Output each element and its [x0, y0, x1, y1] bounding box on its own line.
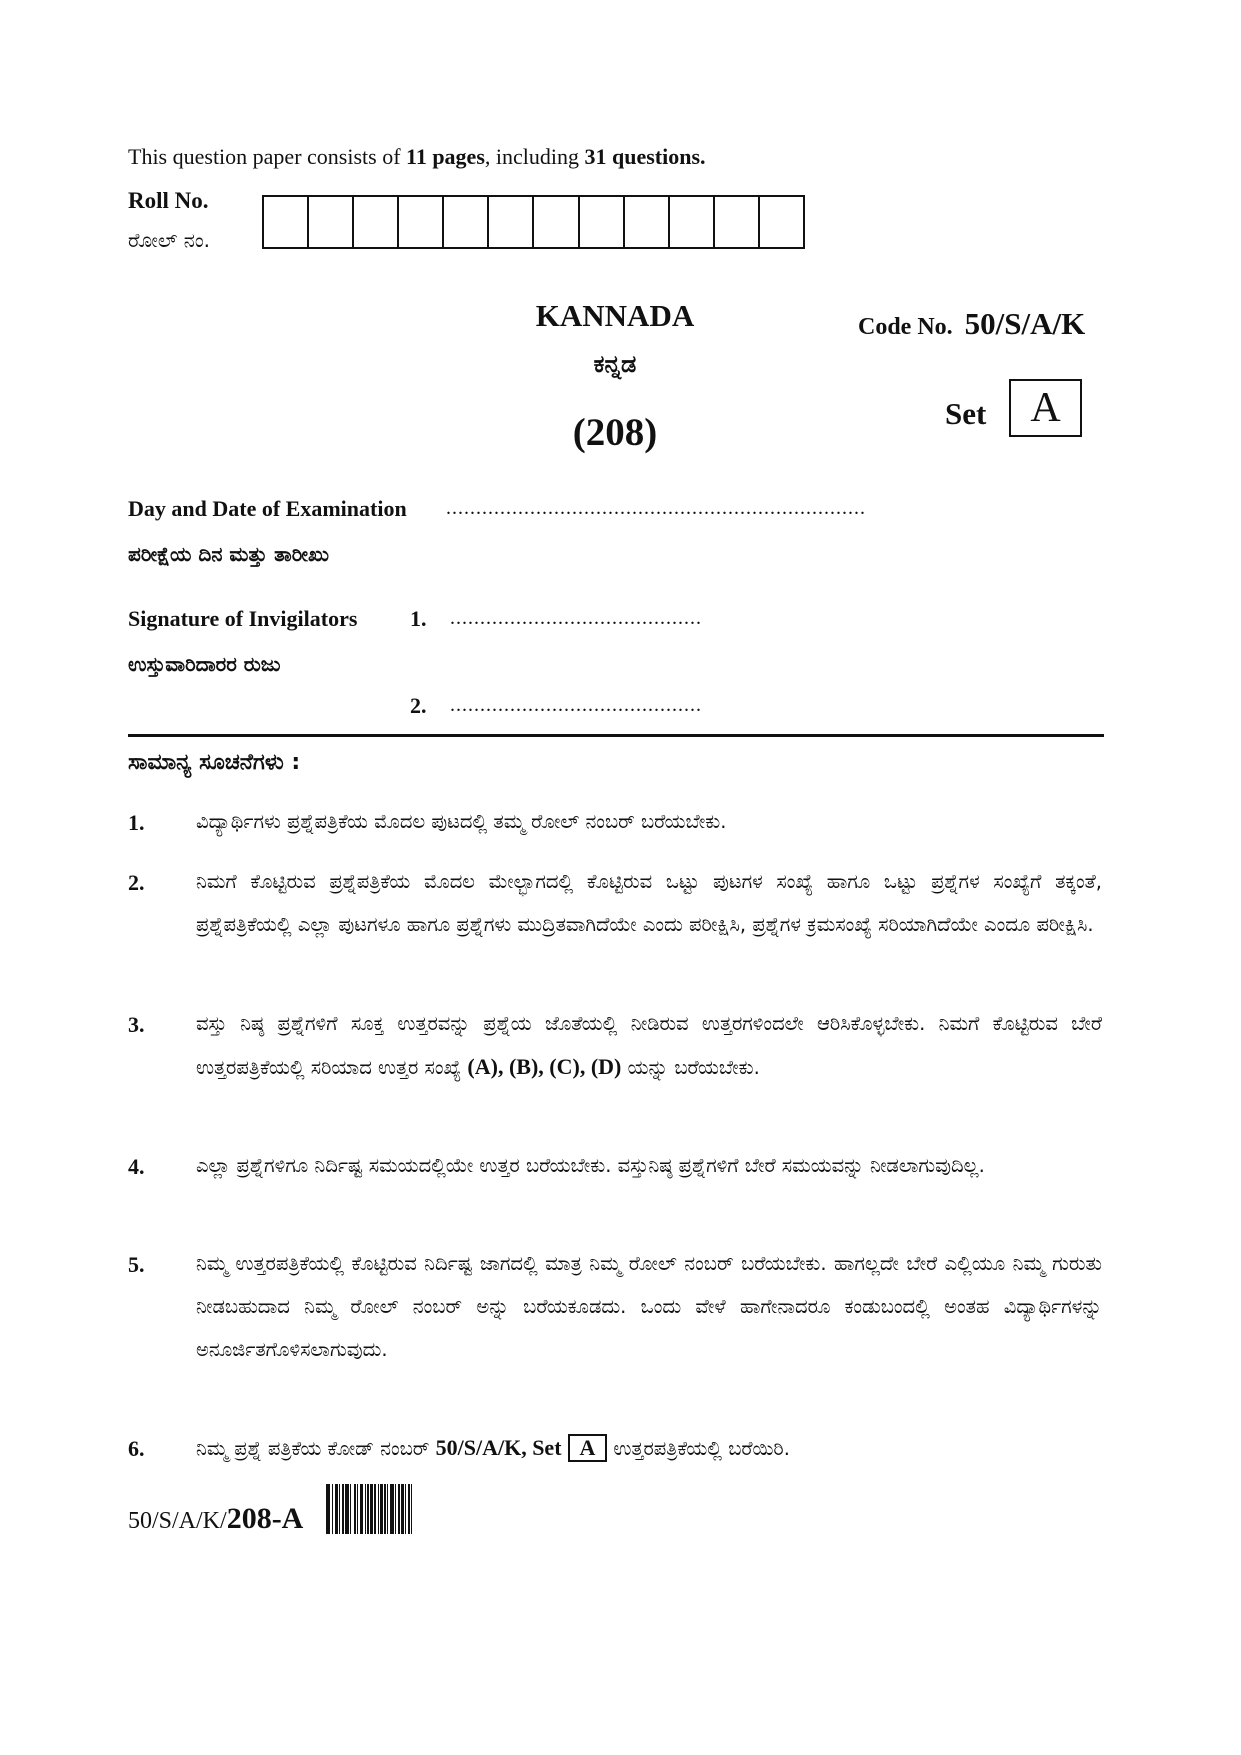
- question-count: 31 questions.: [584, 144, 706, 169]
- roll-number-digit-box[interactable]: [670, 197, 715, 247]
- instruction-number: 5.: [128, 1252, 145, 1277]
- instruction-text: ನಿಮ್ಮ ಉತ್ತರಪತ್ರಿಕೆಯಲ್ಲಿ ಕೊಟ್ಟಿರುವ ನಿರ್ದಿಷ್ಟ ಜಾಗದಲ್ಲಿ ಮಾತ್ರ ನಿಮ್ಮ ರೋಲ್ ನಂಬರ್ ಬರೆಯಬೇಕು. ಹಾಗಲ್ಲದೇ ಬೇರೆ ಎಲ್ಲಿಯೂ ನಿಮ್ಮ ಗುರುತು ನೀಡಬಹುದಾದ ನಿಮ್ಮ ರೋಲ್ ನಂಬರ್ ಅನ್ನು ಬರೆಯಕೂಡದು. ಒಂದು ವೇಳೆ ಹಾಗೇನಾದರೂ ಕಂಡುಬಂದಲ್ಲಿ ಅಂತಹ ವಿದ್ಯಾರ್ಥಿಗಳನ್ನು ಅನೂರ್ಜಿತಗೊಳಿಸಲಾಗುವುದು.: [196, 1252, 1102, 1361]
- barcode: [326, 1484, 416, 1534]
- instruction-number: 1.: [128, 810, 145, 835]
- roll-number-digit-box[interactable]: [715, 197, 760, 247]
- instruction-number: 2.: [128, 870, 145, 895]
- instruction-text: ಎಲ್ಲಾ ಪ್ರಶ್ನೆಗಳಿಗೂ ನಿರ್ದಿಷ್ಟ ಸಮಯದಲ್ಲಿಯೇ ಉತ್ತರ ಬರೆಯಬೇಕು. ವಸ್ತುನಿಷ್ಠ ಪ್ರಶ್ನೆಗಳಿಗೆ ಬೇರೆ ಸಮಯವನ್ನು ನೀಡಲಾಗುವುದಿಲ್ಲ.: [196, 1154, 985, 1177]
- roll-number-digit-box[interactable]: [489, 197, 534, 247]
- page-count: 11 pages: [406, 144, 485, 169]
- footer-paper-code: 50/S/A/K/208-A: [128, 1502, 304, 1535]
- instruction-number: 6.: [128, 1436, 145, 1461]
- set-label: Set: [945, 396, 987, 431]
- exam-date-field[interactable]: ......................................................................: [446, 497, 866, 519]
- roll-number-digit-box[interactable]: [534, 197, 579, 247]
- roll-number-digit-box[interactable]: [309, 197, 354, 247]
- invigilator-2-number: 2.: [410, 693, 427, 718]
- invigilators-label-kannada: ಉಸ್ತುವಾರಿದಾರರ ರುಜು: [128, 652, 281, 676]
- roll-number-label: Roll No.: [128, 188, 209, 213]
- code-label: Code No.: [858, 314, 953, 340]
- invigilator-1-number: 1.: [410, 606, 427, 631]
- code-value: 50/S/A/K: [964, 306, 1086, 341]
- subject-title: KANNADA: [535, 298, 695, 333]
- set-box: A: [1009, 379, 1082, 437]
- instruction-text: ವಸ್ತು ನಿಷ್ಠ ಪ್ರಶ್ನೆಗಳಿಗೆ ಸೂಕ್ತ ಉತ್ತರವನ್ನು ಪ್ರಶ್ನೆಯ ಜೊತೆಯಲ್ಲಿ ನೀಡಿರುವ ಉತ್ತರಗಳಿಂದಲೇ ಆರಿಸಿಕೊಳ್ಳಬೇಕು. ನಿಮಗೆ ಕೊಟ್ಟಿರುವ ಬೇರೆ ಉತ್ತರಪತ್ರಿಕೆಯಲ್ಲಿ ಸರಿಯಾದ ಉತ್ತರ ಸಂಖ್ಯೆ (A), (B), (C), (D) ಯನ್ನು ಬರೆಯಬೇಕು.: [196, 1012, 1102, 1079]
- subject-title-kannada: ಕನ್ನಡ: [593, 350, 637, 378]
- invigilators-label: Signature of Invigilators: [128, 606, 358, 631]
- paper-intro: This question paper consists of 11 pages, including 31 questions.: [128, 144, 706, 169]
- instruction-text: ನಿಮಗೆ ಕೊಟ್ಟಿರುವ ಪ್ರಶ್ನೆಪತ್ರಿಕೆಯ ಮೊದಲ ಮೇಲ್ಭಾಗದಲ್ಲಿ ಕೊಟ್ಟಿರುವ ಒಟ್ಟು ಪುಟಗಳ ಸಂಖ್ಯೆ ಹಾಗೂ ಒಟ್ಟು ಪ್ರಶ್ನೆಗಳ ಸಂಖ್ಯೆಗೆ ತಕ್ಕಂತೆ, ಪ್ರಶ್ನೆಪತ್ರಿಕೆಯಲ್ಲಿ ಎಲ್ಲಾ ಪುಟಗಳೂ ಹಾಗೂ ಪ್ರಶ್ನೆಗಳು ಮುದ್ರಿತವಾಗಿದೆಯೇ ಎಂದು ಪರೀಕ್ಷಿಸಿ, ಪ್ರಶ್ನೆಗಳ ಕ್ರಮಸಂಖ್ಯೆ ಸರಿಯಾಗಿದೆಯೇ ಎಂದೂ ಪರೀಕ್ಷಿಸಿ.: [196, 870, 1102, 936]
- answer-options: (A), (B), (C), (D): [467, 1054, 622, 1079]
- roll-number-digit-box[interactable]: [625, 197, 670, 247]
- code-reference: 50/S/A/K, Set: [435, 1435, 562, 1460]
- section-divider: [128, 734, 1104, 737]
- exam-date-label-kannada: ಪರೀಕ್ಷೆಯ ದಿನ ಮತ್ತು ತಾರೀಖು: [128, 542, 329, 566]
- instruction-text: ವಿದ್ಯಾರ್ಥಿಗಳು ಪ್ರಶ್ನೆಪತ್ರಿಕೆಯ ಮೊದಲ ಪುಟದಲ್ಲಿ ತಮ್ಮ ರೋಲ್ ನಂಬರ್ ಬರೆಯಬೇಕು.: [196, 810, 727, 833]
- roll-number-digit-box[interactable]: [760, 197, 803, 247]
- instruction-number: 4.: [128, 1154, 145, 1179]
- exam-date-label: Day and Date of Examination: [128, 496, 407, 521]
- roll-number-digit-box[interactable]: [444, 197, 489, 247]
- code-number: [858, 306, 1085, 342]
- invigilator-1-signature-field[interactable]: ..........................................: [450, 607, 702, 629]
- roll-number-boxes[interactable]: [262, 195, 805, 249]
- invigilator-2-signature-field[interactable]: ..........................................: [450, 694, 702, 716]
- roll-number-label-kannada: ರೋಲ್ ನಂ.: [128, 228, 211, 252]
- roll-number-digit-box[interactable]: [580, 197, 625, 247]
- roll-number-digit-box[interactable]: [354, 197, 399, 247]
- roll-number-digit-box[interactable]: [399, 197, 444, 247]
- roll-number-digit-box[interactable]: [264, 197, 309, 247]
- barcode-bar: [412, 1484, 416, 1534]
- set-reference-box: A: [568, 1434, 608, 1462]
- instruction-text: ನಿಮ್ಮ ಪ್ರಶ್ನೆ ಪತ್ರಿಕೆಯ ಕೋಡ್ ನಂಬರ್ 50/S/A/K, Set A ಉತ್ತರಪತ್ರಿಕೆಯಲ್ಲಿ ಬರೆಯಿರಿ.: [196, 1435, 790, 1460]
- subject-code: (208): [572, 411, 658, 454]
- instruction-number: 3.: [128, 1012, 145, 1037]
- general-instructions-title: ಸಾಮಾನ್ಯ ಸೂಚನೆಗಳು :: [128, 750, 301, 775]
